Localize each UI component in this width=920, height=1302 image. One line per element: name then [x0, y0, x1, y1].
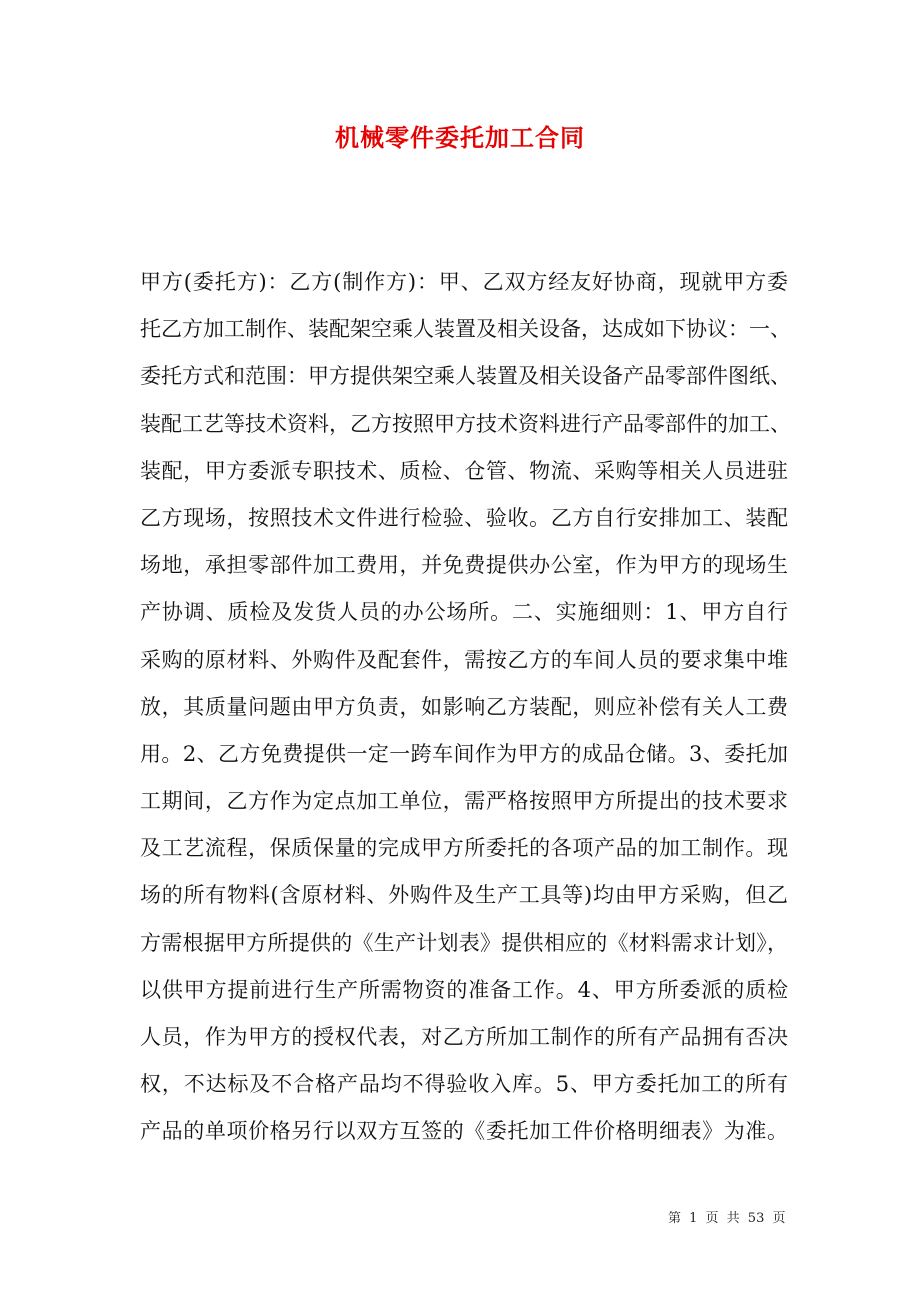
paragraph-line: 权，不达标及不合格产品均不得验收入库。5、甲方委托加工的所有: [140, 1072, 788, 1097]
document-body: [140, 262, 791, 1159]
paragraph-line: 乙方现场，按照技术文件进行检验、验收。乙方自行安排加工、装配: [140, 505, 788, 530]
paragraph-line: 托乙方加工制作、装配架空乘人装置及相关设备，达成如下协议：一、: [140, 317, 791, 342]
paragraph-line: 采购的原材料、外购件及配套件，需按乙方的车间人员的要求集中堆: [140, 647, 788, 672]
paragraph-line: 以供甲方提前进行生产所需物资的准备工作。4、甲方所委派的质检: [140, 977, 788, 1002]
paragraph-line: 工期间，乙方作为定点加工单位，需严格按照甲方所提出的技术要求: [140, 789, 788, 814]
page-number: 第 1 页 共 53 页: [668, 1211, 786, 1226]
paragraph-line: 用。2、乙方免费提供一定一跨车间作为甲方的成品仓储。3、委托加: [140, 741, 788, 766]
paragraph-line: 及工艺流程，保质保量的完成甲方所委托的各项产品的加工制作。现: [140, 836, 788, 861]
paragraph-line: 装配，甲方委派专职技术、质检、仓管、物流、采购等相关人员进驻: [140, 458, 788, 483]
paragraph-line: 甲方(委托方)：乙方(制作方)：甲、乙双方经友好协商，现就甲方委: [140, 270, 788, 294]
paragraph-line: 委托方式和范围：甲方提供架空乘人装置及相关设备产品零部件图纸、: [140, 364, 791, 389]
paragraph-line: 场地，承担零部件加工费用，并免费提供办公室，作为甲方的现场生: [140, 553, 788, 578]
paragraph-line: 装配工艺等技术资料，乙方按照甲方技术资料进行产品零部件的加工、: [140, 411, 791, 436]
paragraph-line: 场的所有物料(含原材料、外购件及生产工具等)均由甲方采购，但乙: [140, 883, 788, 908]
paragraph-line: 产品的单项价格另行以双方互签的《委托加工件价格明细表》为准。: [140, 1119, 788, 1144]
paragraph-line: 方需根据甲方所提供的《生产计划表》提供相应的《材料需求计划》，: [140, 930, 788, 955]
paragraph-line: 放，其质量问题由甲方负责，如影响乙方装配，则应补偿有关人工费: [140, 694, 788, 719]
document-title: 机械零件委托加工合同: [335, 123, 585, 152]
paragraph-line: 产协调、质检及发货人员的办公场所。二、实施细则：1、甲方自行: [140, 600, 788, 625]
paragraph-line: 人员，作为甲方的授权代表，对乙方所加工制作的所有产品拥有否决: [140, 1025, 788, 1049]
